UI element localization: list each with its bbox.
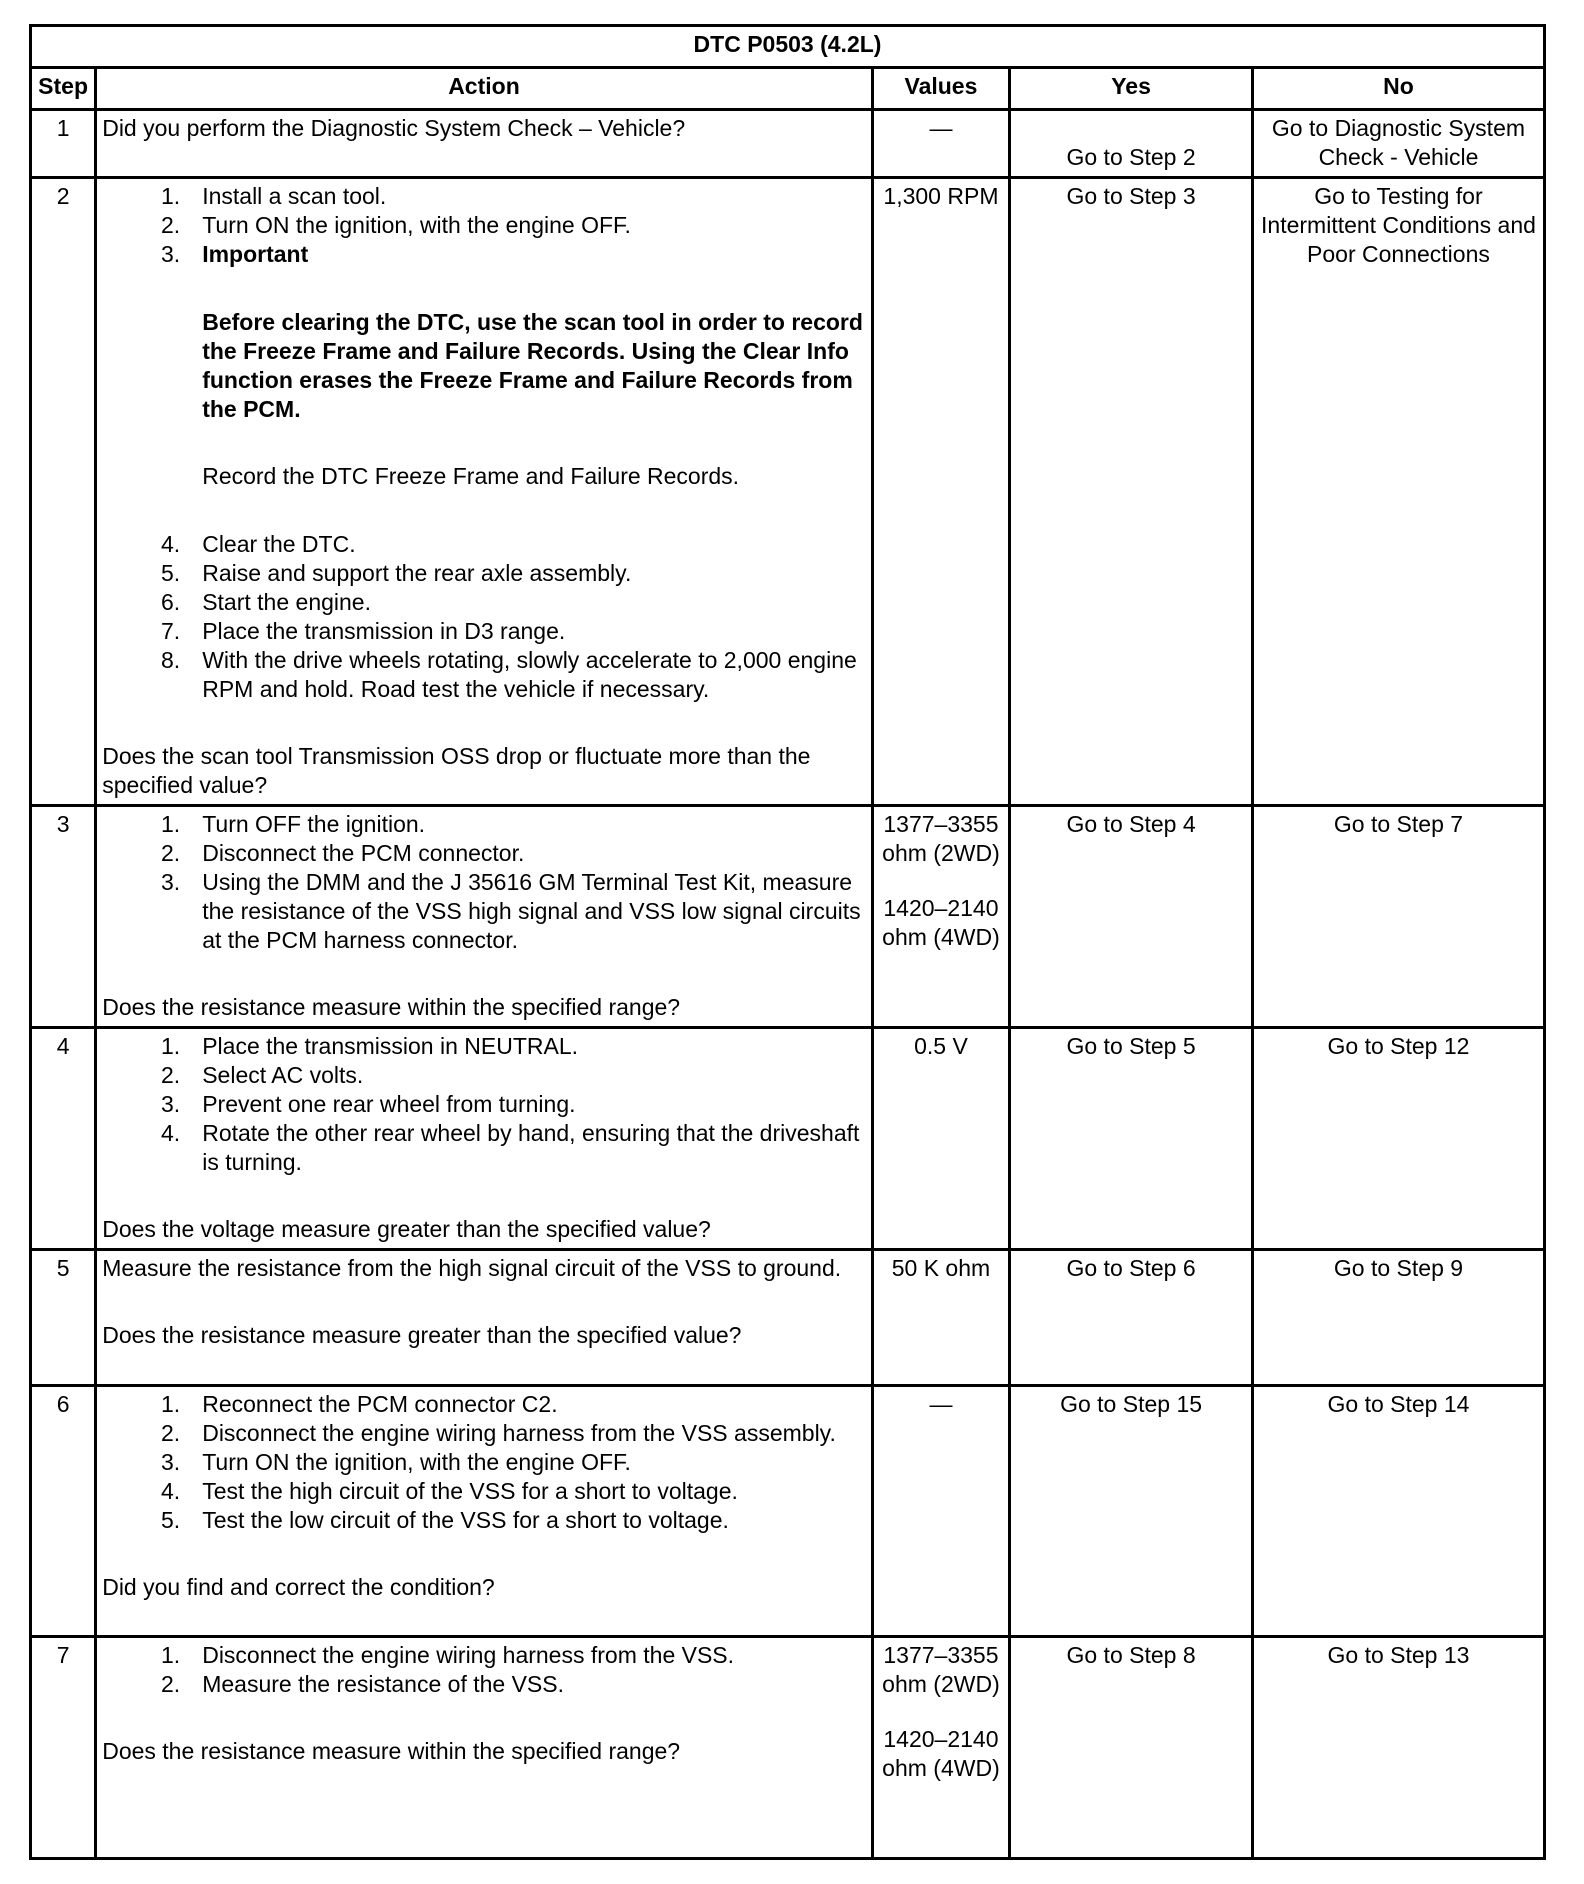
- list-item: [102, 839, 866, 868]
- list-item-number: 1.: [161, 1033, 181, 1059]
- table-row-step-2: [31, 178, 1545, 806]
- yes-cell: Go to Step 4: [1010, 806, 1253, 1028]
- list-item: [102, 1641, 866, 1670]
- list-item: [102, 182, 866, 211]
- list-item-text: Place the transmission in D3 range.: [202, 618, 566, 644]
- no-cell: Go to Step 7: [1252, 806, 1544, 1028]
- value-4wd: 1420–2140 ohm (4WD): [882, 1726, 1000, 1781]
- dtc-table: [29, 24, 1546, 1860]
- list-item-text: Test the low circuit of the VSS for a short to voltage.: [202, 1507, 729, 1533]
- action-cell: [96, 806, 873, 1028]
- values-cell: 1,300 RPM: [872, 178, 1009, 806]
- values-cell: 50 K ohm: [872, 1250, 1009, 1386]
- no-cell: Go to Step 13: [1252, 1637, 1544, 1859]
- step-number: 1: [31, 110, 96, 178]
- question-text: Does the resistance measure within the specified range?: [102, 994, 681, 1020]
- header-no: No: [1252, 68, 1544, 110]
- list-item: [102, 1419, 866, 1448]
- values-cell: —: [872, 1386, 1009, 1637]
- yes-cell: Go to Step 2: [1010, 110, 1253, 178]
- list-item: [102, 1032, 866, 1061]
- instruction-list: [102, 810, 866, 955]
- list-item-number: 1.: [161, 183, 181, 209]
- list-item: [102, 1448, 866, 1477]
- list-item-number: 3.: [161, 241, 181, 267]
- step-number: 5: [31, 1250, 96, 1386]
- no-cell: Go to Diagnostic System Check - Vehicle: [1252, 110, 1544, 178]
- list-item-text: Turn ON the ignition, with the engine OFF.: [202, 1449, 631, 1475]
- header-action: Action: [96, 68, 873, 110]
- instruction-text: Measure the resistance from the high signal circuit of the VSS to ground.: [102, 1255, 842, 1281]
- question-text: Does the voltage measure greater than the specified value?: [102, 1216, 711, 1242]
- list-item-number: 2.: [161, 840, 181, 866]
- list-item-number: 6.: [161, 589, 181, 615]
- list-item-text: Select AC volts.: [202, 1062, 364, 1088]
- no-cell: Go to Step 9: [1252, 1250, 1544, 1386]
- values-cell: 0.5 V: [872, 1028, 1009, 1250]
- action-cell: [96, 178, 873, 806]
- list-item-number: 4.: [161, 531, 181, 557]
- yes-cell: Go to Step 8: [1010, 1637, 1253, 1859]
- values-cell: —: [872, 110, 1009, 178]
- instruction-list: [102, 1641, 866, 1699]
- list-item-text: Start the engine.: [202, 589, 371, 615]
- list-item: [102, 559, 866, 588]
- list-item-number: 1.: [161, 811, 181, 837]
- question-text: Did you perform the Diagnostic System Check – Vehicle?: [102, 115, 686, 141]
- instruction-list: [102, 182, 866, 269]
- record-note: Record the DTC Freeze Frame and Failure Records.: [202, 463, 740, 489]
- value-4wd: 1420–2140 ohm (4WD): [882, 895, 1000, 950]
- table-row-step-7: [31, 1637, 1545, 1859]
- step-number: 3: [31, 806, 96, 1028]
- list-item: [102, 588, 866, 617]
- list-item: [102, 211, 866, 240]
- values-cell: [872, 1637, 1009, 1859]
- instruction-list: [102, 530, 866, 704]
- list-item-number: 3.: [161, 869, 181, 895]
- list-item-text: Disconnect the PCM connector.: [202, 840, 525, 866]
- list-item: [102, 240, 866, 269]
- yes-cell: Go to Step 15: [1010, 1386, 1253, 1637]
- list-item-text: Disconnect the engine wiring harness from the VSS.: [202, 1642, 735, 1668]
- list-item-text: With the drive wheels rotating, slowly accelerate to 2,000 engine RPM and hold. Road test the vehicle if necessary.: [202, 647, 857, 702]
- list-item-text: Reconnect the PCM connector C2.: [202, 1391, 558, 1417]
- action-cell: [96, 1250, 873, 1386]
- list-item: [102, 530, 866, 559]
- header-step: Step: [31, 68, 96, 110]
- list-item-text: Measure the resistance of the VSS.: [202, 1671, 565, 1697]
- no-cell: Go to Step 14: [1252, 1386, 1544, 1637]
- step-number: 4: [31, 1028, 96, 1250]
- list-item-number: 8.: [161, 647, 181, 673]
- list-item-text: Test the high circuit of the VSS for a short to voltage.: [202, 1478, 738, 1504]
- question-text: Does the resistance measure greater than the specified value?: [102, 1322, 742, 1348]
- value-2wd: 1377–3355 ohm (2WD): [882, 811, 1000, 866]
- list-item-number: 4.: [161, 1120, 181, 1146]
- list-item: [102, 810, 866, 839]
- yes-cell: Go to Step 6: [1010, 1250, 1253, 1386]
- yes-cell: Go to Step 5: [1010, 1028, 1253, 1250]
- list-item: [102, 617, 866, 646]
- header-values: Values: [872, 68, 1009, 110]
- list-item: [102, 868, 866, 955]
- list-item-number: 5.: [161, 560, 181, 586]
- list-item-number: 5.: [161, 1507, 181, 1533]
- important-label: Important: [202, 241, 309, 267]
- instruction-list: [102, 1390, 866, 1535]
- list-item-text: Turn OFF the ignition.: [202, 811, 426, 837]
- table-row-step-1: [31, 110, 1545, 178]
- dtc-document: [29, 24, 1546, 1860]
- question-text: Did you find and correct the condition?: [102, 1574, 495, 1600]
- table-title: DTC P0503 (4.2L): [31, 26, 1545, 68]
- list-item: [102, 1061, 866, 1090]
- action-cell: [96, 110, 873, 178]
- list-item-number: 2.: [161, 212, 181, 238]
- list-item: [102, 1090, 866, 1119]
- important-note: Before clearing the DTC, use the scan tool in order to record the Freeze Frame and Failure Records. Using the Clear Info function erases the Freeze Frame and Failure Records from the PCM.: [202, 309, 863, 422]
- question-text: Does the resistance measure within the specified range?: [102, 1738, 681, 1764]
- values-cell: [872, 806, 1009, 1028]
- list-item-number: 3.: [161, 1449, 181, 1475]
- list-item: [102, 1670, 866, 1699]
- list-item-text: Turn ON the ignition, with the engine OFF.: [202, 212, 631, 238]
- table-row-step-6: [31, 1386, 1545, 1637]
- list-item-text: Prevent one rear wheel from turning.: [202, 1091, 576, 1117]
- list-item-text: Rotate the other rear wheel by hand, ensuring that the driveshaft is turning.: [202, 1120, 860, 1175]
- header-row: [31, 68, 1545, 110]
- list-item: [102, 1390, 866, 1419]
- list-item-text: Disconnect the engine wiring harness from the VSS assembly.: [202, 1420, 836, 1446]
- list-item-text: Raise and support the rear axle assembly.: [202, 560, 632, 586]
- list-item-number: 1.: [161, 1642, 181, 1668]
- step-number: 7: [31, 1637, 96, 1859]
- list-item-number: 3.: [161, 1091, 181, 1117]
- table-row-step-5: [31, 1250, 1545, 1386]
- action-cell: [96, 1637, 873, 1859]
- table-row-step-4: [31, 1028, 1545, 1250]
- step-number: 2: [31, 178, 96, 806]
- step-number: 6: [31, 1386, 96, 1637]
- list-item-number: 2.: [161, 1671, 181, 1697]
- action-cell: [96, 1386, 873, 1637]
- list-item: [102, 1477, 866, 1506]
- list-item: [102, 1506, 866, 1535]
- list-item-text: Clear the DTC.: [202, 531, 356, 557]
- list-item-number: 7.: [161, 618, 181, 644]
- instruction-list: [102, 1032, 866, 1177]
- no-cell: Go to Step 12: [1252, 1028, 1544, 1250]
- list-item-number: 2.: [161, 1420, 181, 1446]
- list-item-text: Using the DMM and the J 35616 GM Terminal Test Kit, measure the resistance of the VSS high signal and VSS low signal circuits at the PCM harness connector.: [202, 869, 861, 953]
- list-item-text: Install a scan tool.: [202, 183, 387, 209]
- table-row-step-3: [31, 806, 1545, 1028]
- list-item-text: Place the transmission in NEUTRAL.: [202, 1033, 579, 1059]
- header-yes: Yes: [1010, 68, 1253, 110]
- question-text: Does the scan tool Transmission OSS drop or fluctuate more than the specified value?: [102, 743, 811, 798]
- list-item-number: 1.: [161, 1391, 181, 1417]
- value-2wd: 1377–3355 ohm (2WD): [882, 1642, 1000, 1697]
- list-item-number: 4.: [161, 1478, 181, 1504]
- yes-cell: Go to Step 3: [1010, 178, 1253, 806]
- list-item: [102, 1119, 866, 1177]
- list-item-number: 2.: [161, 1062, 181, 1088]
- no-cell: Go to Testing for Intermittent Conditions and Poor Connections: [1252, 178, 1544, 806]
- title-row: [31, 26, 1545, 68]
- list-item: [102, 646, 866, 704]
- action-cell: [96, 1028, 873, 1250]
